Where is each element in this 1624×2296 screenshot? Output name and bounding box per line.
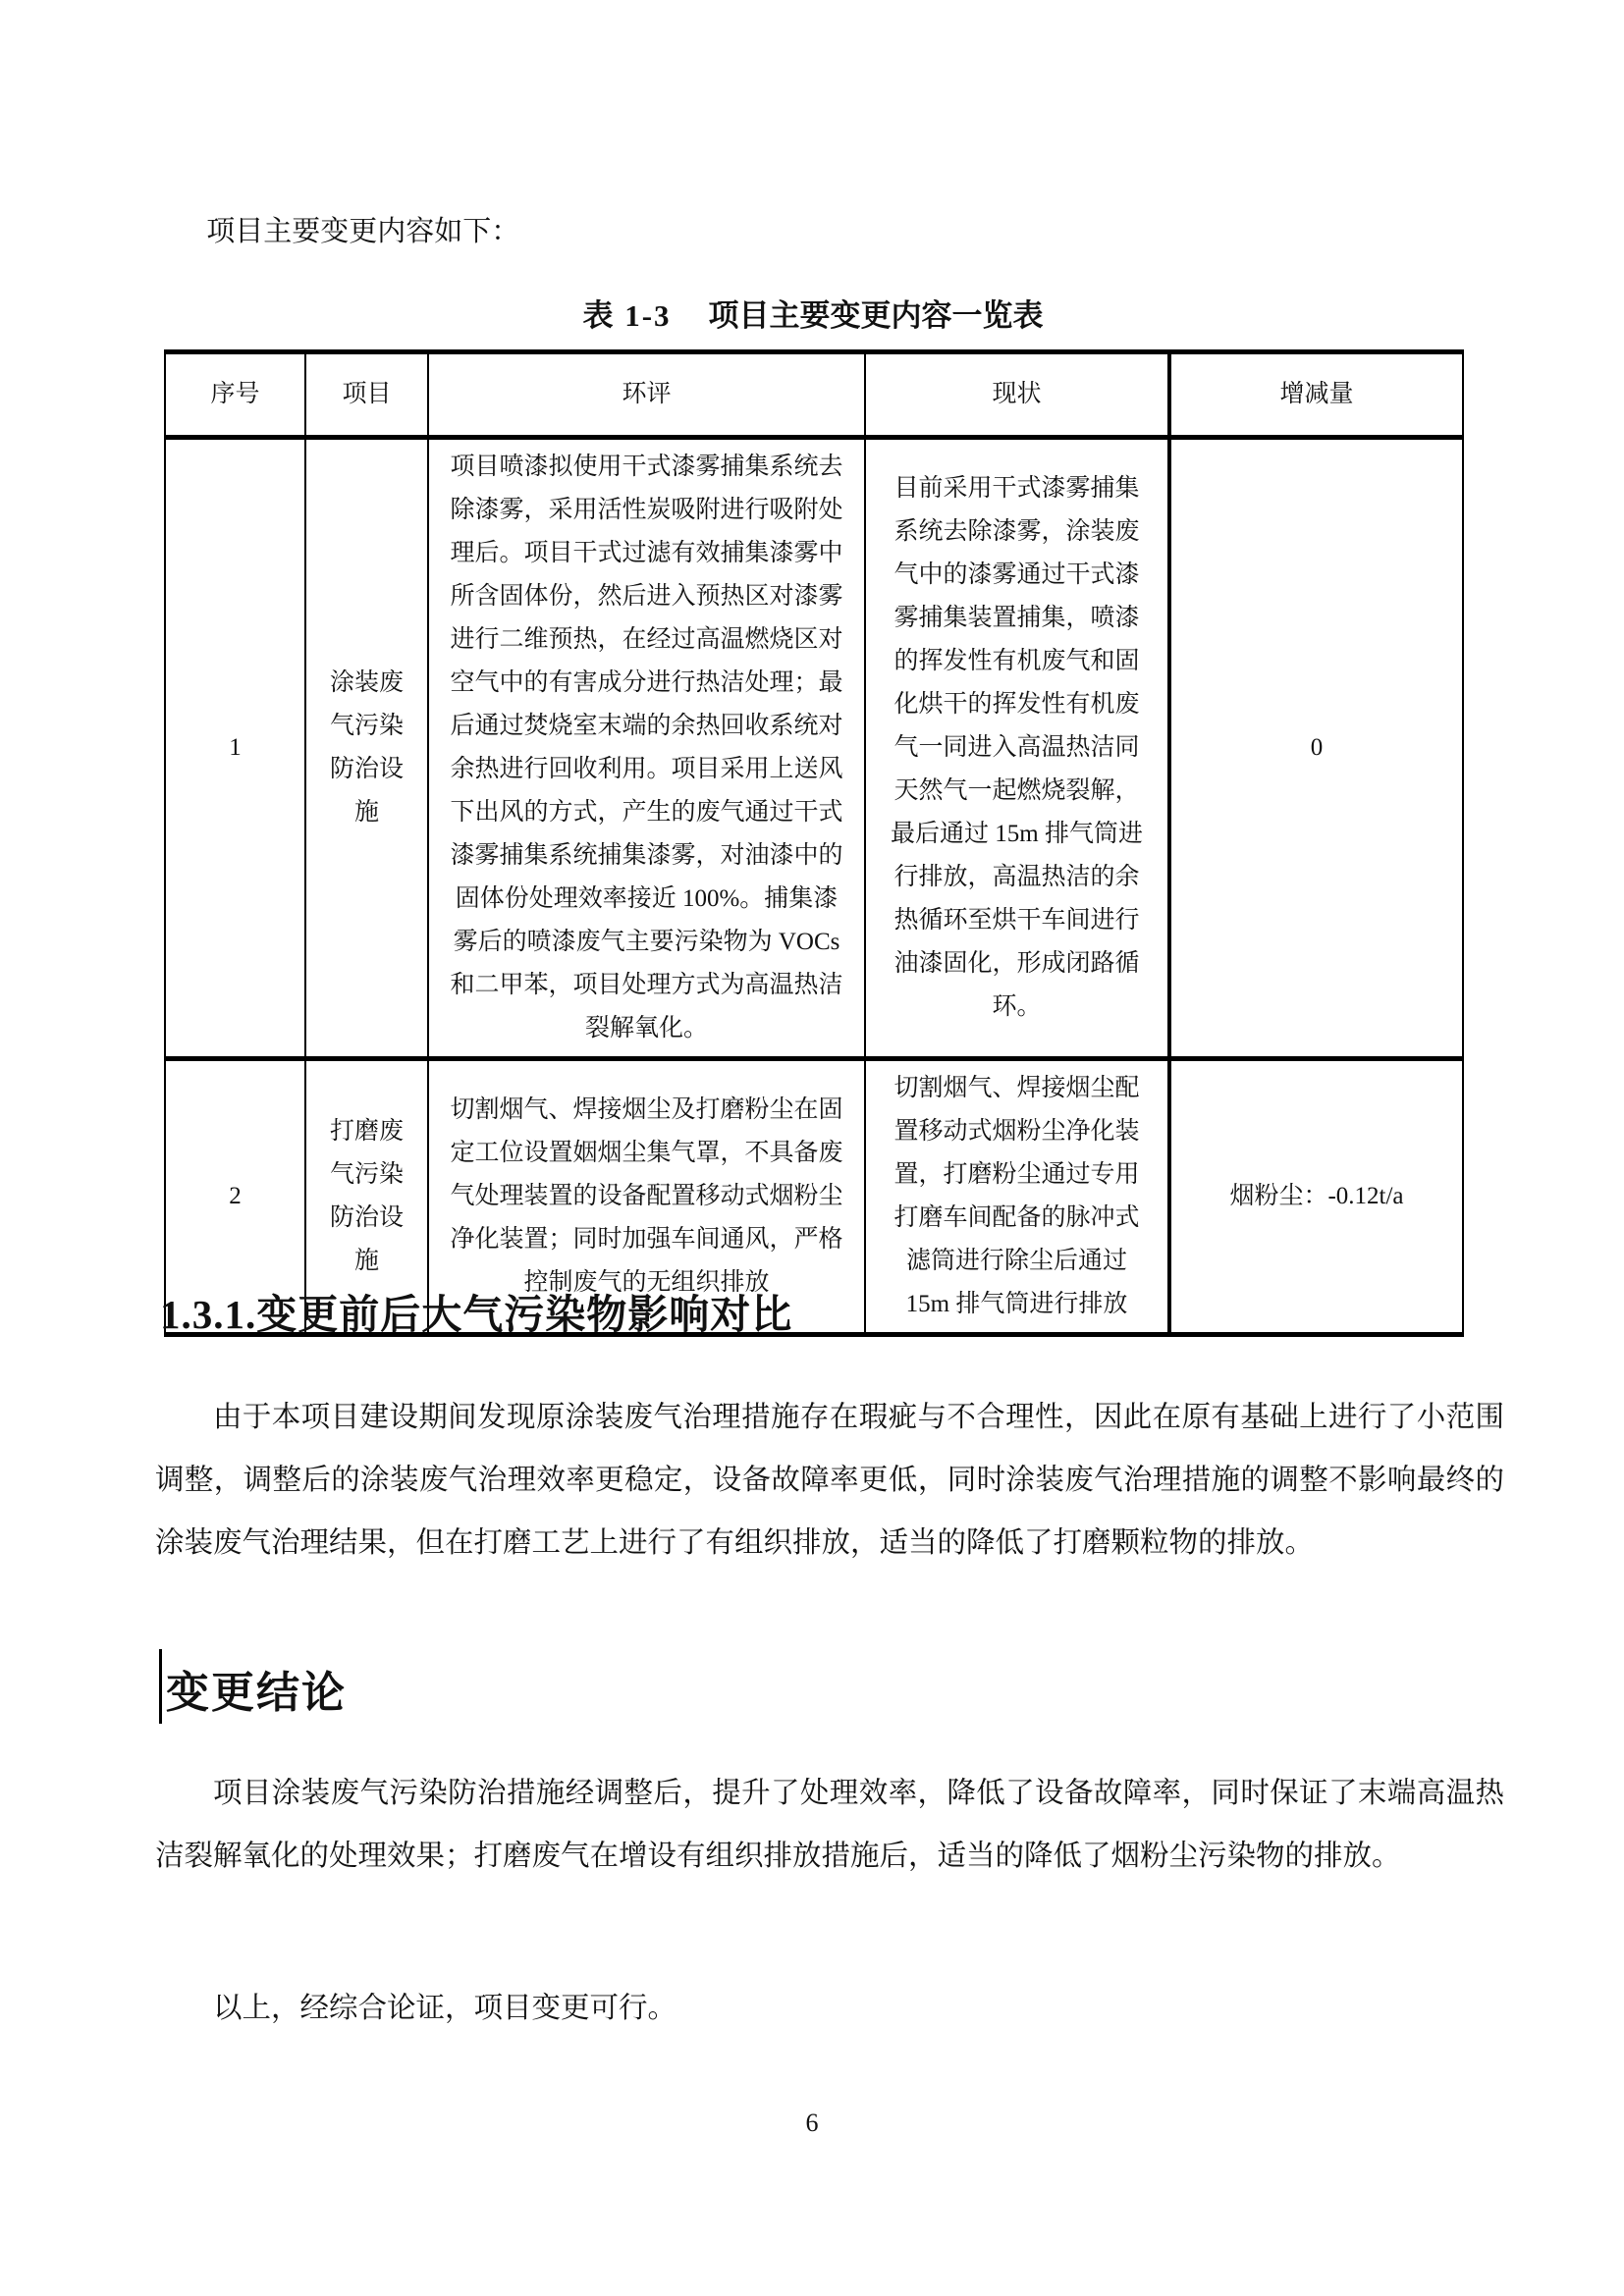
paragraph-impact-comparison: 由于本项目建设期间发现原涂装废气治理措施存在瑕疵与不合理性，因此在原有基础上进行了小范围调整，调整后的涂装废气治理效率更稳定，设备故障率更低，同时涂装废气治理措施的调整不影响最终的涂装废气治理结果，但在打磨工艺上进行了有组织排放，适当的降低了打磨颗粒物的排放。	[155, 1402, 1504, 1559]
text-cursor-bar	[159, 1649, 162, 1724]
cell-row1-eia: 项目喷漆拟使用干式漆雾捕集系统去除漆雾，采用活性炭吸附进行吸附处理后。项目干式过滤有效捕集漆雾中所含固体份，然后进入预热区对漆雾进行二维预热，在经过高温燃烧区对空气中的有害成分进行热洁处理；最后通过焚烧室末端的余热回收系统对余热进行回收利用。项目采用上送风下出风的方式，产生的废气通过干式漆雾捕集系统捕集漆雾，对油漆中的固体份处理效率接近 100%。捕集漆雾后的喷漆废气主要污染物为 VOCs 和二甲苯，项目处理方式为高温热洁裂解氧化。	[428, 438, 865, 1059]
intro-paragraph: 项目主要变更内容如下：	[206, 216, 520, 247]
table-caption-label: 表 1-3	[582, 298, 672, 333]
col-header-delta: 增减量	[1169, 352, 1463, 438]
table-row	[165, 438, 1463, 1059]
section-heading-1-3-1: 1.3.1.变更前后大气污染物影响对比	[160, 1292, 793, 1337]
paragraph-feasibility: 以上，经综合论证，项目变更可行。	[213, 1993, 677, 2024]
table-caption	[164, 291, 1462, 335]
cell-row1-delta: 0	[1169, 438, 1463, 1059]
cell-row1-status: 目前采用干式漆雾捕集系统去除漆雾，涂装废气中的漆雾通过干式漆雾捕集装置捕集，喷漆的挥发性有机废气和固化烘干的挥发性有机废气一同进入高温热洁同天然气一起燃烧裂解，最后通过 15m 排气筒进行排放，高温热洁的余热循环至烘干车间进行油漆固化，形成闭路循环。	[865, 438, 1169, 1059]
page-number: 6	[805, 2109, 819, 2137]
cell-row2-no: 2	[165, 1059, 305, 1335]
col-header-item: 项目	[305, 352, 428, 438]
cell-row1-no: 1	[165, 438, 305, 1059]
cell-row2-eia: 切割烟气、焊接烟尘及打磨粉尘在固定工位设置姻烟尘集气罩，不具备废气处理装置的设备配置移动式烟粉尘净化装置；同时加强车间通风，严格控制废气的无组织排放	[428, 1059, 865, 1335]
col-header-no: 序号	[165, 352, 305, 438]
cell-row2-status: 切割烟气、焊接烟尘配置移动式烟粉尘净化装置，打磨粉尘通过专用打磨车间配备的脉冲式滤筒进行除尘后通过 15m 排气筒进行排放	[865, 1059, 1169, 1335]
section-heading-conclusion: 变更结论	[166, 1669, 347, 1717]
cell-row2-delta: 烟粉尘：-0.12t/a	[1169, 1059, 1463, 1335]
change-table	[164, 349, 1464, 1337]
cell-row2-item: 打磨废气污染防治设施	[305, 1059, 428, 1335]
col-header-eia: 环评	[428, 352, 865, 438]
table-header-row	[165, 352, 1463, 438]
paragraph-conclusion-detail: 项目涂装废气污染防治措施经调整后，提升了处理效率，降低了设备故障率，同时保证了末端高温热洁裂解氧化的处理效果；打磨废气在增设有组织排放措施后，适当的降低了烟粉尘污染物的排放。	[155, 1778, 1504, 1872]
cell-row1-item: 涂装废气污染防治设施	[305, 438, 428, 1059]
table-caption-title: 项目主要变更内容一览表	[708, 298, 1044, 333]
col-header-status: 现状	[865, 352, 1169, 438]
